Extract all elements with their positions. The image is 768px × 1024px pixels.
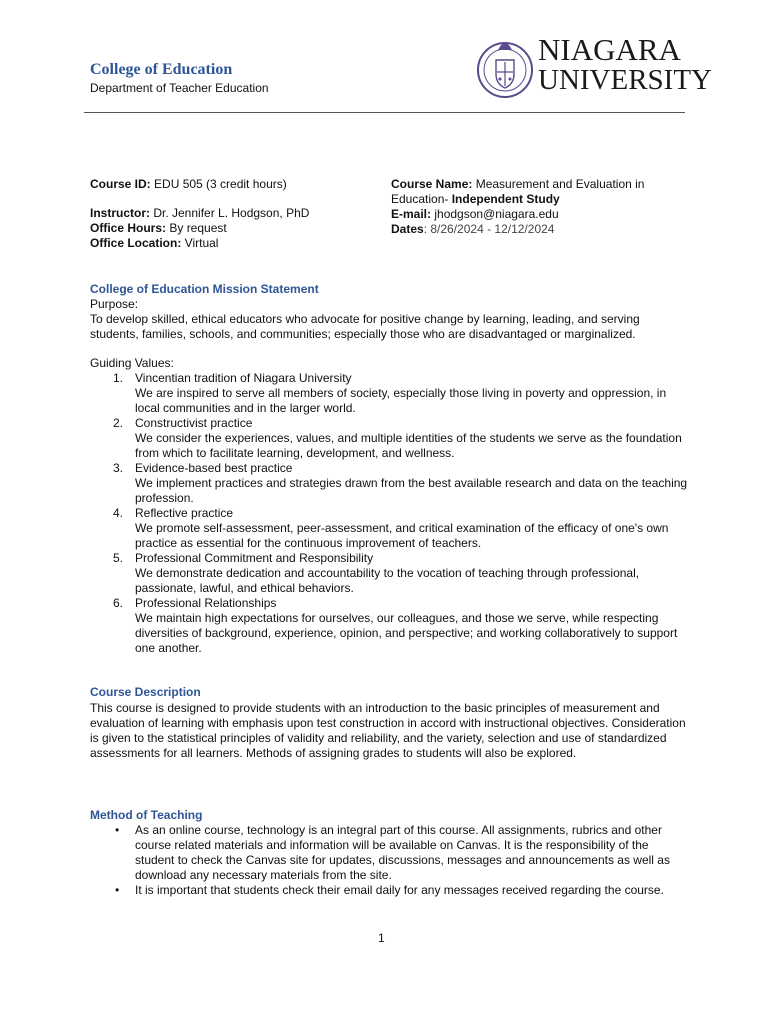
method-list — [90, 823, 690, 898]
logo-wordmark-top: NIAGARA — [538, 32, 681, 67]
method-heading: Method of Teaching — [90, 808, 203, 822]
dates-line — [391, 222, 691, 237]
value-title: Professional Relationships — [135, 596, 277, 610]
page-number: 1 — [378, 931, 385, 945]
purpose-text: To develop skilled, ethical educators who advocate for positive change by learning, leading, and serving students, families, schools, and communities; especially those who are disadvantaged or marginalized. — [90, 312, 640, 341]
list-number: 3. — [113, 461, 124, 475]
list-item — [90, 371, 690, 416]
course-name-line — [391, 177, 691, 192]
value-text: We promote self-assessment, peer-assessment, and critical examination of the efficacy of one's own practice as essential for the continuous improvement of teachers. — [135, 521, 669, 550]
value-title: Reflective practice — [135, 506, 234, 520]
course-id-value: EDU 505 (3 credit hours) — [150, 177, 287, 191]
mission-body — [90, 297, 690, 656]
list-number: 4. — [113, 506, 124, 520]
purpose-label: Purpose: — [90, 297, 139, 311]
bullet-text: It is important that students check their email daily for any messages received regarding the course. — [135, 883, 664, 897]
email-line — [391, 207, 691, 222]
value-text: We demonstrate dedication and accountability to the vocation of teaching through professional, passionate, lawful, and ethical behaviors. — [135, 566, 640, 595]
instructor-line — [90, 206, 380, 221]
value-text: We consider the experiences, values, and multiple identities of the students we serve as the foundation from which to facilitate learning, development, and wellness. — [135, 431, 682, 460]
office-location-value: Virtual — [181, 236, 219, 250]
college-title: College of Education — [90, 61, 233, 78]
course-name-independent: Independent Study — [451, 192, 560, 206]
course-name-value: Measurement and Evaluation in — [472, 177, 645, 191]
method-body — [90, 823, 690, 898]
email-label: E-mail: — [391, 207, 432, 221]
list-item — [90, 883, 690, 898]
course-name-line-2 — [391, 192, 691, 207]
list-item — [90, 506, 690, 551]
office-location-line — [90, 236, 380, 251]
value-text: We are inspired to serve all members of society, especially those living in poverty and oppression, in local communities and in the larger world. — [135, 386, 667, 415]
list-item — [90, 823, 690, 883]
office-hours-line — [90, 221, 380, 236]
list-item — [90, 596, 690, 656]
list-number: 6. — [113, 596, 124, 610]
office-hours-label: Office Hours: — [90, 221, 167, 235]
instructor-value: Dr. Jennifer L. Hodgson, PhD — [150, 206, 310, 220]
guiding-values-list — [90, 371, 690, 656]
department-name: Department of Teacher Education — [90, 81, 269, 95]
list-number: 1. — [113, 371, 124, 385]
course-name-label: Course Name: — [391, 177, 473, 191]
list-item — [90, 461, 690, 506]
value-title: Vincentian tradition of Niagara University — [135, 371, 352, 385]
value-title: Evidence-based best practice — [135, 461, 293, 475]
dates-value: : 8/26/2024 - 12/12/2024 — [423, 222, 555, 236]
list-number: 2. — [113, 416, 124, 430]
header-divider — [84, 112, 685, 113]
instructor-label: Instructor: — [90, 206, 150, 220]
office-hours-value: By request — [166, 221, 227, 235]
course-name-value-2: Education- — [391, 192, 452, 206]
mission-heading: College of Education Mission Statement — [90, 282, 319, 296]
office-location-label: Office Location: — [90, 236, 182, 250]
list-item — [90, 416, 690, 461]
university-seal-icon — [476, 28, 534, 103]
bullet-icon: • — [115, 823, 120, 837]
course-info-left — [90, 177, 380, 251]
list-number: 5. — [113, 551, 124, 565]
dates-label: Dates — [391, 222, 424, 236]
value-text: We maintain high expectations for ourselves, our colleagues, and those we serve, while respecting diversities of background, experience, opinion, and perspective; and working collaboratively to support one another. — [135, 611, 678, 655]
course-info-right — [391, 177, 691, 237]
value-title: Professional Commitment and Responsibility — [135, 551, 374, 565]
niagara-university-logo — [476, 28, 712, 103]
list-item — [90, 551, 690, 596]
bullet-icon: • — [115, 883, 120, 897]
bullet-text: As an online course, technology is an integral part of this course. All assignments, rubrics and other course related materials and information will be available on Canvas. It is the responsibility of the student to check the Canvas site for updates, discussions, messages and announcements as well as download any necessary materials from the site. — [135, 823, 670, 882]
course-id-line — [90, 177, 380, 192]
email-value: jhodgson@niagara.edu — [431, 207, 559, 221]
course-id-label: Course ID: — [90, 177, 151, 191]
value-text: We implement practices and strategies drawn from the best available research and data on the teaching profession. — [135, 476, 688, 505]
course-description-text: This course is designed to provide students with an introduction to the basic principles of measurement and evaluation of learning with emphasis upon test construction in accord with instructional objectives. Consideration is given to the statistical principles of validity and reliability, and the variety, selection and use of standardized assessments for all learners. Methods of assigning grades to students will also be explored. — [90, 701, 686, 760]
value-title: Constructivist practice — [135, 416, 253, 430]
logo-wordmark-bottom: UNIVERSITY — [538, 64, 712, 96]
course-description-heading: Course Description — [90, 685, 201, 699]
guiding-values-label: Guiding Values: — [90, 356, 174, 370]
